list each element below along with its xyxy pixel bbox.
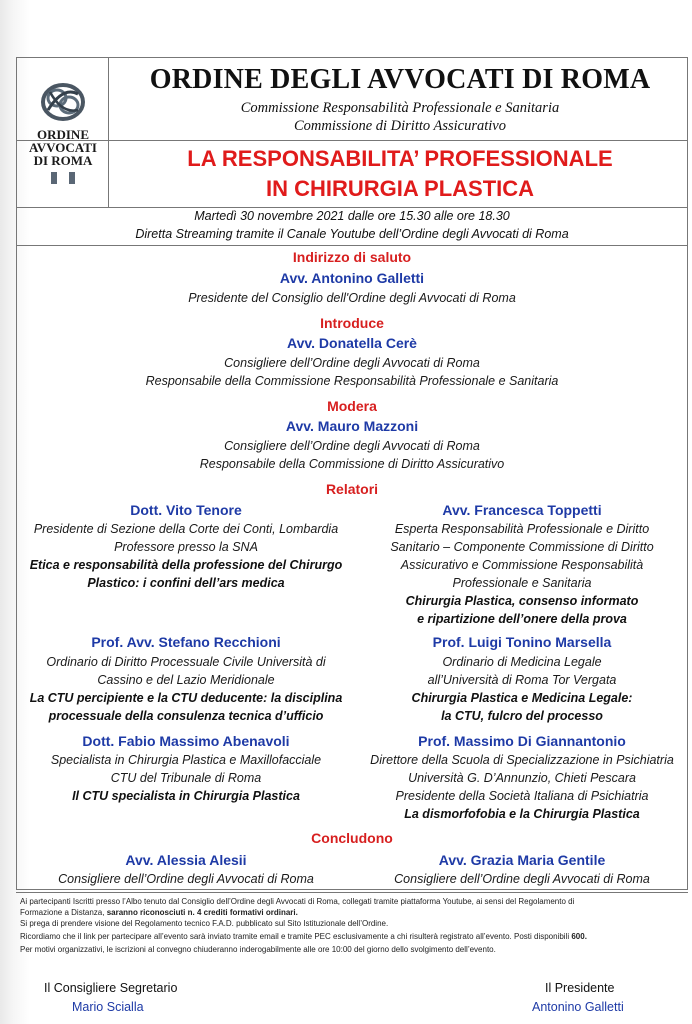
- talk-topic: Il CTU specialista in Chirurgia Plastica: [72, 789, 300, 803]
- speaker-description: Responsabile della Commissione di Diritto Assicurativo: [199, 457, 505, 471]
- speaker-description: Consigliere dell’Ordine degli Avvocati di Roma: [224, 356, 480, 370]
- speaker-name: Avv. Antonino Galletti: [279, 270, 425, 286]
- signature-name-president: Antonino Galletti: [532, 1000, 624, 1014]
- speaker-description: Sanitario – Componente Commissione di Diritto: [390, 540, 654, 554]
- footnote-line: Si prega di prendere visione del Regolamento tecnico F.A.D. pubblicato sul Sito Istituzionale dell’Ordine.: [20, 919, 389, 928]
- bar-association-emblem-icon: [40, 80, 86, 124]
- divider: [16, 245, 688, 246]
- speaker-description: Cassino e del Lazio Meridionale: [97, 673, 275, 687]
- signature-role-president: Il Presidente: [545, 981, 615, 995]
- speaker-name: Prof. Massimo Di Giannantonio: [418, 733, 626, 749]
- talk-topic: processuale della consulenza tecnica d’ufficio: [48, 709, 324, 723]
- speaker-description: Presidente della Società Italiana di Psichiatria: [395, 789, 649, 803]
- speaker-description: Consigliere dell’Ordine degli Avvocati di Roma: [394, 872, 650, 886]
- speaker-description: Consigliere dell’Ordine degli Avvocati di Roma: [224, 439, 480, 453]
- talk-topic: la CTU, fulcro del processo: [441, 709, 603, 723]
- talk-topic: Chirurgia Plastica, consenso informato: [405, 594, 639, 608]
- event-streaming-info: Diretta Streaming tramite il Canale Youtube dell’Ordine degli Avvocati di Roma: [135, 227, 569, 241]
- speaker-name: Avv. Alessia Alesii: [125, 852, 247, 868]
- speaker-name: Avv. Donatella Cerè: [287, 335, 417, 351]
- commission-name: Commissione di Diritto Assicurativo: [293, 118, 506, 134]
- speaker-description: Ordinario di Diritto Processuale Civile Università di: [46, 655, 326, 669]
- speaker-description: all’Università di Roma Tor Vergata: [427, 673, 617, 687]
- speaker-name: Dott. Fabio Massimo Abenavoli: [82, 733, 290, 749]
- role-heading-modera: Modera: [327, 398, 377, 414]
- speaker-description: Presidente del Consiglio dell'Ordine degli Avvocati di Roma: [188, 291, 516, 305]
- footnote-line: Per motivi organizzativi, le iscrizioni al convegno chiuderanno inderogabilmente alle ore 10:00 del giorno dello svolgimento dell’evento.: [20, 945, 496, 954]
- speaker-description: Esperta Responsabilità Professionale e Diritto: [394, 522, 650, 536]
- speaker-description: Assicurativo e Commissione Responsabilità: [400, 558, 644, 572]
- credits-note: saranno riconosciuti n. 4 crediti formativi ordinari.: [106, 908, 298, 917]
- event-title-line: IN CHIRURGIA PLASTICA: [265, 176, 535, 201]
- speaker-description: Direttore della Scuola di Specializzazione in Psichiatria: [370, 753, 674, 767]
- footnote-text: Formazione a Distanza,: [20, 908, 107, 917]
- talk-topic: e ripartizione dell’onere della prova: [417, 612, 627, 626]
- event-title-line: LA RESPONSABILITA’ PROFESSIONALE: [187, 146, 613, 171]
- speaker-description: Professore presso la SNA: [114, 540, 258, 554]
- divider: [16, 207, 688, 208]
- role-heading-introduce: Introduce: [320, 315, 384, 331]
- speaker-name: Avv. Mauro Mazzoni: [285, 418, 419, 434]
- footnote-line: [20, 932, 587, 942]
- speaker-description: Università G. D’Annunzio, Chieti Pescara: [408, 771, 636, 785]
- footnote-line: [20, 908, 298, 918]
- speaker-name: Avv. Grazia Maria Gentile: [438, 852, 606, 868]
- speaker-description: Professionale e Sanitaria: [452, 576, 592, 590]
- header-divider: [108, 57, 109, 207]
- speaker-name: Dott. Vito Tenore: [130, 502, 242, 518]
- role-heading-concludono: Concludono: [311, 830, 393, 846]
- bar-association-logo: [24, 80, 102, 184]
- footnote-text: Ricordiamo che il link per partecipare all’evento sarà inviato tramite email e tramite PEC esclusivamente a chi risulterà registrato all’evento. Posti disponibili: [20, 932, 572, 941]
- speaker-description: Ordinario di Medicina Legale: [442, 655, 602, 669]
- role-heading-saluto: Indirizzo di saluto: [292, 249, 412, 265]
- speaker-description: Specialista in Chirurgia Plastica e Maxillofacciale: [50, 753, 322, 767]
- logo-text-line: ORDINE: [36, 127, 89, 142]
- talk-topic: La CTU percipiente e la CTU deducente: la disciplina: [29, 691, 343, 705]
- seats-available: 600.: [571, 932, 587, 941]
- commission-name: Commissione Responsabilità Professionale e Sanitaria: [240, 100, 560, 116]
- talk-topic: La dismorfofobia e la Chirurgia Plastica: [404, 807, 640, 821]
- speaker-description: Presidente di Sezione della Corte dei Conti, Lombardia: [33, 522, 339, 536]
- divider: [16, 140, 688, 141]
- talk-topic: Plastico: i confini dell’ars medica: [87, 576, 285, 590]
- divider: [16, 892, 688, 893]
- speaker-description: Responsabile della Commissione Responsabilità Professionale e Sanitaria: [145, 374, 559, 388]
- talk-topic: Chirurgia Plastica e Medicina Legale:: [411, 691, 633, 705]
- speaker-name: Prof. Avv. Stefano Recchioni: [91, 634, 281, 650]
- talk-topic: Etica e responsabilità della professione del Chirurgo: [29, 558, 343, 572]
- columns-icon: [43, 172, 83, 184]
- organization-title: ORDINE DEGLI AVVOCATI DI ROMA: [149, 64, 651, 95]
- role-heading-relatori: Relatori: [325, 481, 379, 497]
- signature-role-secretary: Il Consigliere Segretario: [44, 981, 178, 995]
- signature-name-secretary: Mario Scialla: [72, 1000, 144, 1014]
- speaker-name: Avv. Francesca Toppetti: [442, 502, 602, 518]
- event-date-time: Martedì 30 novembre 2021 dalle ore 15.30 alle ore 18.30: [194, 209, 510, 223]
- speaker-name: Prof. Luigi Tonino Marsella: [432, 634, 612, 650]
- logo-text-line: DI ROMA: [33, 153, 93, 168]
- logo-text-line: AVVOCATI: [29, 140, 97, 155]
- footnote-line: Ai partecipanti Iscritti presso l’Albo tenuto dal Consiglio dell’Ordine degli Avvocati di Roma, collegati tramite piattaforma Youtube, ai sensi del Regolamento di: [20, 897, 575, 906]
- speaker-description: CTU del Tribunale di Roma: [110, 771, 262, 785]
- speaker-description: Consigliere dell’Ordine degli Avvocati di Roma: [58, 872, 314, 886]
